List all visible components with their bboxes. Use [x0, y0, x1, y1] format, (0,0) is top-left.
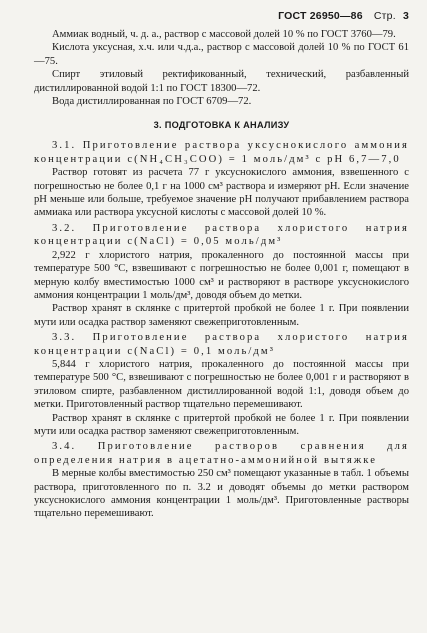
reagent-ethanol: Спирт этиловый ректификованный, технический, разбавленный дистиллированной водой 1:1 по ГОСТ 18300—72.	[34, 69, 409, 94]
reagent-acetic-acid: Кислота уксусная, х.ч. или ч.д.а., раствор с массовой долей 10 % по ГОСТ 61—75.	[34, 42, 409, 67]
clause-3-3-storage: Раствор хранят в склянке с притертой пробкой не более 1 г. При появлении мути или осадка раствор заменяют свежеприготовленным.	[34, 412, 409, 437]
clause-3-2-storage: Раствор хранят в склянке с притертой пробкой не более 1 г. При появлении мути или осадка раствор заменяют свежеприготовленным.	[34, 303, 409, 328]
clause-3-3-heading: 3.3. Приготовление раствора хлористого натрия концентрации c(NaCl) = 0,1 моль/дм³	[34, 332, 409, 357]
clause-3-1-heading: 3.1. Приготовление раствора уксуснокислого аммония концентрации c(NH₄CH₃COO) = 1 моль/дм³ с pH 6,7—7,0	[34, 140, 409, 165]
section-title: 3. ПОДГОТОВКА К АНАЛИЗУ	[153, 120, 290, 131]
page-header	[34, 10, 409, 22]
standard-number: ГОСТ 26950—86	[278, 10, 363, 22]
page-number: 3	[402, 10, 409, 22]
clause-3-2-heading: 3.2. Приготовление раствора хлористого натрия концентрации c(NaCl) = 0,05 моль/дм³	[34, 222, 409, 248]
reagent-ammonia: Аммиак водный, ч. д. а., раствор с массовой долей 10 % по ГОСТ 3760—79.	[52, 29, 396, 40]
clause-3-3-text: 5,844 г хлористого натрия, прокаленного до постоянной массы при температуре 500 °C, взвешивают с погрешностью не более 0,001 г и растворяют в этиловом спирте, разбавленном дистиллированной водой 1:1, доводя объем до метки. Приготовленный раствор тщательно перемешивают.	[34, 358, 409, 411]
page-label: Стр.	[373, 10, 396, 22]
clause-3-2-text: 2,922 г хлористого натрия, прокаленного до постоянной массы при температуре 500 °C, взвешивают с погрешностью не более 0,001 г, помещают в мерную колбу вместимостью 1000 см³ и растворяют в растворе уксуснокислого аммония концентрации 1 моль/дм³, доводя объем до метки.	[34, 249, 409, 301]
clause-3-1-text: Раствор готовят из расчета 77 г уксуснокислого аммония, взвешенного с погрешностью не более 0,1 г на 1000 см³ раствора и измеряют pH. Если значение pH меньше или больше, требуемое значение pH получают прибавлением раствора аммиака или раствора уксусной кислоты с массовой долей 10 %.	[34, 167, 409, 219]
clause-3-4-heading: 3.4. Приготовление растворов сравнения для определения натрия в ацетатно-аммонийной вытяжке	[34, 441, 409, 466]
reagent-water: Вода дистиллированная по ГОСТ 6709—72.	[52, 96, 252, 108]
clause-3-4-text: В мерные колбы вместимостью 250 см³ помещают указанные в табл. 1 объемы раствора, приготовленного по п. 3.2 и доводят объемы до метки раствором уксуснокислого аммония концентрации 1 моль/дм³. Приготовленные растворы тщательно перемешивают.	[34, 468, 409, 520]
